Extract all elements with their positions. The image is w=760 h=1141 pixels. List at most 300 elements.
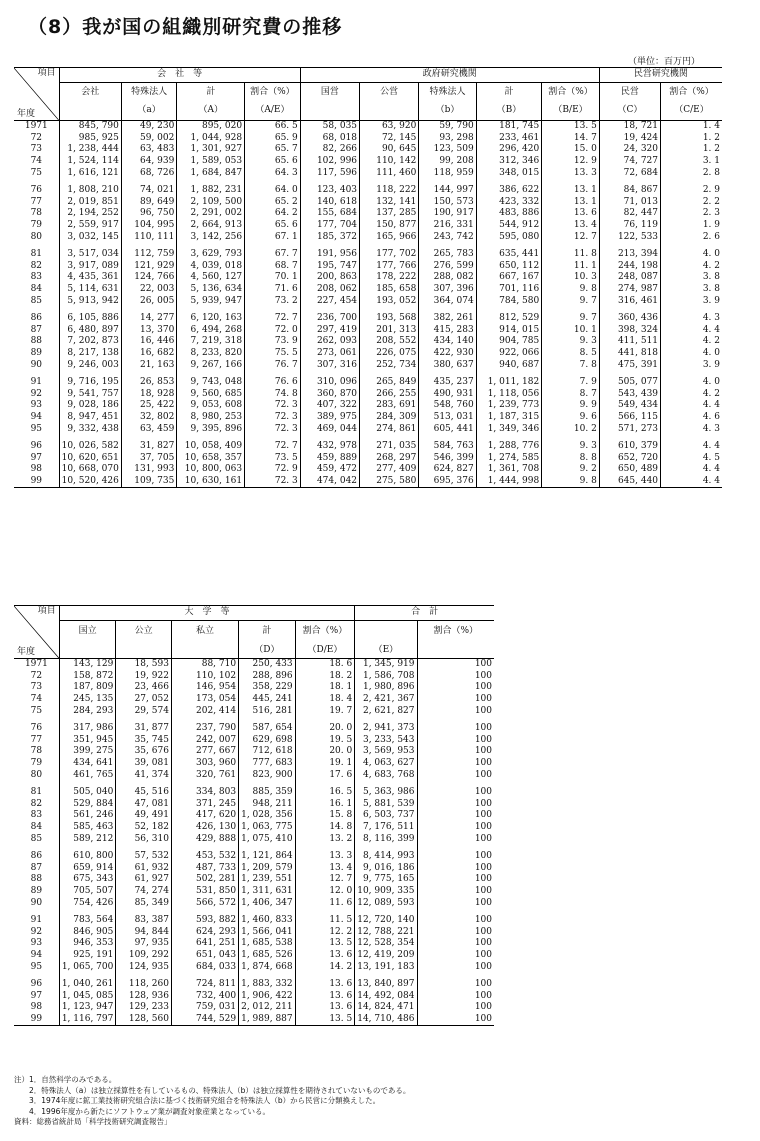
value-cell: 96, 750 [121, 208, 176, 220]
value-cell: 6, 105, 886 [59, 313, 121, 325]
value-cell: 441, 818 [599, 348, 660, 360]
value-cell: 8. 7 [542, 388, 600, 400]
value-cell: 566, 115 [599, 412, 660, 424]
value-cell: 4. 4 [661, 400, 722, 412]
value-cell: 21, 163 [121, 359, 176, 371]
value-cell: 3, 569, 953 [355, 746, 417, 758]
year-cell: 84 [30, 822, 43, 833]
year-cell: 85 [30, 295, 43, 306]
value-cell: 100 [417, 694, 494, 706]
value-cell: 100 [417, 723, 494, 735]
value-cell: 155, 684 [300, 208, 359, 220]
value-cell: 459, 889 [300, 452, 359, 464]
value-cell: 100 [417, 915, 494, 927]
value-cell: 10. 1 [542, 325, 600, 337]
table1-row [14, 220, 722, 232]
value-cell: 100 [417, 787, 494, 799]
value-cell: 320, 761 [171, 769, 238, 781]
value-cell: 9. 3 [542, 336, 600, 348]
value-cell: 25, 422 [121, 400, 176, 412]
corner-header-2 [14, 606, 59, 659]
value-cell: 65. 9 [245, 133, 301, 145]
value-cell: 398, 324 [599, 325, 660, 337]
value-cell: 12. 9 [542, 156, 600, 168]
value-cell: 15. 8 [295, 810, 355, 822]
col-sub-total-a: （A） [177, 102, 245, 121]
value-cell: 100 [417, 874, 494, 886]
value-cell: 122, 533 [599, 231, 660, 243]
value-cell: 100 [417, 746, 494, 758]
value-cell: 16. 1 [295, 799, 355, 811]
table1-row [14, 272, 722, 284]
value-cell: 11. 8 [542, 249, 600, 261]
value-cell: 3, 233, 543 [355, 735, 417, 747]
table1-row [14, 359, 722, 371]
value-cell: 4. 3 [661, 313, 722, 325]
col-sub-national-univ [59, 643, 116, 659]
value-cell: 732, 400 [171, 990, 238, 1002]
value-cell: 296, 420 [476, 144, 542, 156]
value-cell: 72. 0 [245, 325, 301, 337]
col-sub-company [59, 102, 121, 121]
table1-row [14, 249, 722, 261]
value-cell: 595, 080 [476, 231, 542, 243]
value-cell: 100 [417, 833, 494, 845]
value-cell: 371, 245 [171, 799, 238, 811]
value-cell: 16, 682 [121, 348, 176, 360]
value-cell: 288, 896 [239, 671, 296, 683]
value-cell: 13. 1 [542, 185, 600, 197]
value-cell: 118, 959 [419, 167, 476, 179]
value-cell: 5, 136, 634 [177, 284, 245, 296]
value-cell: 605, 441 [419, 423, 476, 435]
value-cell: 9, 775, 165 [355, 874, 417, 886]
col-header-public: 公営 [360, 82, 419, 102]
value-cell: 502, 281 [171, 874, 238, 886]
value-cell: 22, 003 [121, 284, 176, 296]
value-cell: 922, 066 [476, 348, 542, 360]
value-cell: 10, 058, 409 [177, 441, 245, 453]
value-cell: 72. 3 [245, 400, 301, 412]
value-cell: 18, 593 [116, 659, 172, 671]
year-cell: 76 [30, 185, 43, 196]
value-cell: 109, 292 [116, 950, 172, 962]
value-cell: 701, 116 [476, 284, 542, 296]
value-cell: 193, 052 [360, 295, 419, 307]
value-cell: 100 [417, 682, 494, 694]
value-cell: 93, 298 [419, 133, 476, 145]
value-cell: 265, 783 [419, 249, 476, 261]
year-cell: 96 [30, 441, 43, 452]
table1-row [14, 476, 722, 488]
value-cell: 110, 111 [121, 231, 176, 243]
source-line: 資料：総務省統計局「科学技術研究調査報告」 [14, 1117, 172, 1126]
value-cell: 208, 552 [360, 336, 419, 348]
value-cell: 2. 3 [661, 208, 722, 220]
value-cell: 13. 4 [542, 220, 600, 232]
table1-row [14, 295, 722, 307]
table1-row [14, 167, 722, 179]
value-cell: 13, 370 [121, 325, 176, 337]
table2-row [14, 863, 494, 875]
value-cell: 110, 142 [360, 156, 419, 168]
col-sub-total-b: （B） [476, 102, 542, 121]
value-cell: 9, 267, 166 [177, 359, 245, 371]
value-cell: 823, 900 [239, 769, 296, 781]
value-cell: 784, 580 [476, 295, 542, 307]
value-cell: 67. 7 [245, 249, 301, 261]
table1-row [14, 423, 722, 435]
table1-row [14, 388, 722, 400]
table2-row [14, 961, 494, 973]
value-cell: 12, 089, 593 [355, 897, 417, 909]
value-cell: 1, 444, 998 [476, 476, 542, 488]
value-cell: 549, 434 [599, 400, 660, 412]
value-cell: 29, 574 [116, 705, 172, 717]
year-cell: 76 [30, 723, 43, 734]
value-cell: 68, 726 [121, 167, 176, 179]
value-cell: 100 [417, 671, 494, 683]
value-cell: 2, 421, 367 [355, 694, 417, 706]
value-cell: 777, 683 [239, 758, 296, 770]
col-header-total-b: 計 [476, 82, 542, 102]
year-cell: 72 [30, 670, 43, 681]
value-cell: 561, 246 [59, 810, 116, 822]
footnote-line: 注）1．自然科学のみである。 [14, 1075, 117, 1084]
value-cell: 100 [417, 851, 494, 863]
table1-row [14, 464, 722, 476]
value-cell: 6, 503, 737 [355, 810, 417, 822]
value-cell: 72. 3 [245, 423, 301, 435]
value-cell: 10, 909, 335 [355, 886, 417, 898]
table1-row [14, 377, 722, 389]
value-cell: 19, 922 [116, 671, 172, 683]
value-cell: 490, 931 [419, 388, 476, 400]
value-cell: 1, 685, 538 [239, 938, 296, 950]
value-cell: 1, 685, 526 [239, 950, 296, 962]
value-cell: 4, 560, 127 [177, 272, 245, 284]
value-cell: 9. 7 [542, 313, 600, 325]
value-cell: 15. 0 [542, 144, 600, 156]
value-cell: 100 [417, 863, 494, 875]
value-cell: 754, 426 [59, 897, 116, 909]
value-cell: 6, 120, 163 [177, 313, 245, 325]
col-header-total-d: 計 [239, 620, 296, 643]
value-cell: 483, 886 [476, 208, 542, 220]
value-cell: 266, 255 [360, 388, 419, 400]
col-header-ratio-ae: 割合（%） [245, 82, 301, 102]
value-cell: 1, 040, 261 [59, 979, 116, 991]
year-cell: 89 [30, 347, 43, 358]
year-cell: 80 [30, 769, 43, 780]
value-cell: 12, 788, 221 [355, 926, 417, 938]
value-cell: 82, 447 [599, 208, 660, 220]
value-cell: 9, 716, 195 [59, 377, 121, 389]
value-cell: 123, 509 [419, 144, 476, 156]
value-cell: 8, 217, 138 [59, 348, 121, 360]
value-cell: 13. 1 [542, 197, 600, 209]
corner-year-label: 年度 [17, 109, 36, 119]
table2-row [14, 735, 494, 747]
year-cell: 78 [30, 746, 43, 757]
value-cell: 274, 861 [360, 423, 419, 435]
value-cell: 650, 112 [476, 261, 542, 273]
corner-item-label-2: 項目 [37, 606, 56, 616]
value-cell: 885, 359 [239, 787, 296, 799]
table2-row [14, 897, 494, 909]
value-cell: 593, 882 [171, 915, 238, 927]
value-cell: 94, 844 [116, 926, 172, 938]
table2-row [14, 950, 494, 962]
value-cell: 589, 212 [59, 833, 116, 845]
value-cell: 16, 446 [121, 336, 176, 348]
value-cell: 705, 507 [59, 886, 116, 898]
value-cell: 417, 620 [171, 810, 238, 822]
value-cell: 27, 052 [116, 694, 172, 706]
value-cell: 200, 863 [300, 272, 359, 284]
value-cell: 244, 198 [599, 261, 660, 273]
value-cell: 2. 2 [661, 197, 722, 209]
page-title: （8）我が国の組織別研究費の推移 [28, 16, 343, 38]
value-cell: 118, 222 [360, 185, 419, 197]
value-cell: 102, 996 [300, 156, 359, 168]
value-cell: 11. 5 [295, 915, 355, 927]
value-cell: 64. 3 [245, 167, 301, 179]
org-research-table-university-total [14, 605, 494, 1026]
year-cell: 1971 [24, 121, 48, 132]
footnote-line: 4．1996年度から新たにソフトウェア業が調査対象産業となっている。 [14, 1106, 271, 1116]
value-cell: 1, 187, 315 [476, 412, 542, 424]
value-cell: 63, 483 [121, 144, 176, 156]
value-cell: 262, 093 [300, 336, 359, 348]
value-cell: 288, 082 [419, 272, 476, 284]
col-sub-private: （C） [599, 102, 660, 121]
value-cell: 100 [417, 810, 494, 822]
table2-row [14, 938, 494, 950]
value-cell: 4. 6 [661, 412, 722, 424]
value-cell: 759, 031 [171, 1002, 238, 1014]
value-cell: 316, 461 [599, 295, 660, 307]
value-cell: 317, 986 [59, 723, 116, 735]
value-cell: 1, 883, 332 [239, 979, 296, 991]
value-cell: 47, 081 [116, 799, 172, 811]
table1-row [14, 231, 722, 243]
table1-body [14, 121, 722, 488]
col-header-ratio-ce: 割合（%） [661, 82, 722, 102]
value-cell: 610, 800 [59, 851, 116, 863]
table1-row [14, 208, 722, 220]
value-cell: 13. 5 [542, 121, 600, 133]
value-cell: 9, 332, 438 [59, 423, 121, 435]
year-cell: 96 [30, 979, 43, 990]
value-cell: 177, 766 [360, 261, 419, 273]
value-cell: 3. 8 [661, 284, 722, 296]
value-cell: 57, 532 [116, 851, 172, 863]
col-header-special-b: 特殊法人 [419, 82, 476, 102]
table1-row [14, 452, 722, 464]
col-header-company: 会社 [59, 82, 121, 102]
value-cell: 2, 019, 851 [59, 197, 121, 209]
value-cell: 1, 209, 579 [239, 863, 296, 875]
table2-row [14, 769, 494, 781]
value-cell: 10, 658, 357 [177, 452, 245, 464]
col-sub-public-univ [116, 643, 172, 659]
value-cell: 587, 654 [239, 723, 296, 735]
value-cell: 100 [417, 950, 494, 962]
table2-row [14, 787, 494, 799]
year-cell: 77 [30, 734, 43, 745]
value-cell: 195, 747 [300, 261, 359, 273]
value-cell: 187, 809 [59, 682, 116, 694]
value-cell: 140, 618 [300, 197, 359, 209]
year-cell: 97 [30, 452, 43, 463]
value-cell: 18. 2 [295, 671, 355, 683]
value-cell: 585, 463 [59, 822, 116, 834]
value-cell: 13, 840, 897 [355, 979, 417, 991]
value-cell: 64, 939 [121, 156, 176, 168]
value-cell: 651, 043 [171, 950, 238, 962]
value-cell: 453, 532 [171, 851, 238, 863]
value-cell: 233, 461 [476, 133, 542, 145]
year-cell: 74 [30, 694, 43, 705]
year-cell: 83 [30, 810, 43, 821]
value-cell: 1, 906, 422 [239, 990, 296, 1002]
value-cell: 9. 6 [542, 412, 600, 424]
value-cell: 429, 888 [171, 833, 238, 845]
year-cell: 87 [30, 862, 43, 873]
value-cell: 137, 285 [360, 208, 419, 220]
value-cell: 70. 1 [245, 272, 301, 284]
group-company-header: 会 社 等 [59, 68, 300, 83]
value-cell: 76. 6 [245, 377, 301, 389]
value-cell: 82, 266 [300, 144, 359, 156]
value-cell: 178, 222 [360, 272, 419, 284]
value-cell: 19. 1 [295, 758, 355, 770]
value-cell: 895, 020 [177, 121, 245, 133]
value-cell: 85, 349 [116, 897, 172, 909]
value-cell: 513, 031 [419, 412, 476, 424]
table1-row [14, 336, 722, 348]
value-cell: 100 [417, 799, 494, 811]
table2-row [14, 659, 494, 671]
value-cell: 191, 956 [300, 249, 359, 261]
value-cell: 64. 0 [245, 185, 301, 197]
value-cell: 940, 687 [476, 359, 542, 371]
table2-body [14, 659, 494, 1026]
table1-row [14, 400, 722, 412]
value-cell: 297, 419 [300, 325, 359, 337]
value-cell: 124, 935 [116, 961, 172, 973]
value-cell: 110, 102 [171, 671, 238, 683]
value-cell: 5, 881, 539 [355, 799, 417, 811]
value-cell: 2, 012, 211 [239, 1002, 296, 1014]
value-cell: 684, 033 [171, 961, 238, 973]
year-cell: 88 [30, 336, 43, 347]
value-cell: 904, 785 [476, 336, 542, 348]
value-cell: 12. 7 [295, 874, 355, 886]
value-cell: 45, 516 [116, 787, 172, 799]
value-cell: 487, 733 [171, 863, 238, 875]
year-cell: 94 [30, 949, 43, 960]
value-cell: 4. 0 [661, 348, 722, 360]
value-cell: 100 [417, 897, 494, 909]
value-cell: 24, 320 [599, 144, 660, 156]
value-cell: 744, 529 [171, 1014, 238, 1026]
value-cell: 8. 5 [542, 348, 600, 360]
value-cell: 117, 596 [300, 167, 359, 179]
table1-row [14, 284, 722, 296]
value-cell: 248, 087 [599, 272, 660, 284]
value-cell: 461, 765 [59, 769, 116, 781]
value-cell: 72, 145 [360, 133, 419, 145]
col-header-ratio-be: 割合（%） [542, 82, 600, 102]
value-cell: 201, 313 [360, 325, 419, 337]
value-cell: 566, 572 [171, 897, 238, 909]
value-cell: 432, 978 [300, 441, 359, 453]
value-cell: 659, 914 [59, 863, 116, 875]
value-cell: 245, 135 [59, 694, 116, 706]
value-cell: 1, 118, 056 [476, 388, 542, 400]
value-cell: 8, 233, 820 [177, 348, 245, 360]
value-cell: 26, 853 [121, 377, 176, 389]
col-header-ratio-de: 割合（%） [295, 620, 355, 643]
value-cell: 1, 989, 887 [239, 1014, 296, 1026]
value-cell: 236, 700 [300, 313, 359, 325]
value-cell: 548, 760 [419, 400, 476, 412]
value-cell: 8. 8 [542, 452, 600, 464]
value-cell: 73. 9 [245, 336, 301, 348]
value-cell: 75. 5 [245, 348, 301, 360]
table1-row [14, 197, 722, 209]
year-cell: 99 [30, 475, 43, 486]
value-cell: 13. 3 [295, 851, 355, 863]
value-cell: 4, 683, 768 [355, 769, 417, 781]
value-cell: 584, 763 [419, 441, 476, 453]
value-cell: 158, 872 [59, 671, 116, 683]
table2-row [14, 723, 494, 735]
col-sub-ratio-be: （B/E） [542, 102, 600, 121]
value-cell: 14. 7 [542, 133, 600, 145]
table2-row [14, 833, 494, 845]
value-cell: 1, 406, 347 [239, 897, 296, 909]
value-cell: 250, 433 [239, 659, 296, 671]
value-cell: 9. 8 [542, 284, 600, 296]
value-cell: 65. 6 [245, 220, 301, 232]
value-cell: 100 [417, 961, 494, 973]
value-cell: 5, 939, 947 [177, 295, 245, 307]
value-cell: 4, 039, 018 [177, 261, 245, 273]
value-cell: 426, 130 [171, 822, 238, 834]
value-cell: 4. 4 [661, 464, 722, 476]
value-cell: 382, 261 [419, 313, 476, 325]
col-sub-total-d: （D） [239, 643, 296, 659]
value-cell: 14, 277 [121, 313, 176, 325]
value-cell: 41, 374 [116, 769, 172, 781]
value-cell: 177, 702 [360, 249, 419, 261]
value-cell: 20. 0 [295, 746, 355, 758]
value-cell: 14, 824, 471 [355, 1002, 417, 1014]
table2-row [14, 810, 494, 822]
group-private-header: 民営研究機関 [599, 68, 722, 83]
value-cell: 52, 182 [116, 822, 172, 834]
value-cell: 100 [417, 938, 494, 950]
value-cell: 364, 074 [419, 295, 476, 307]
value-cell: 10, 668, 070 [59, 464, 121, 476]
table1-row [14, 348, 722, 360]
value-cell: 4. 2 [661, 261, 722, 273]
year-cell: 78 [30, 208, 43, 219]
col-sub-ratio-ce: （C/E） [661, 102, 722, 121]
